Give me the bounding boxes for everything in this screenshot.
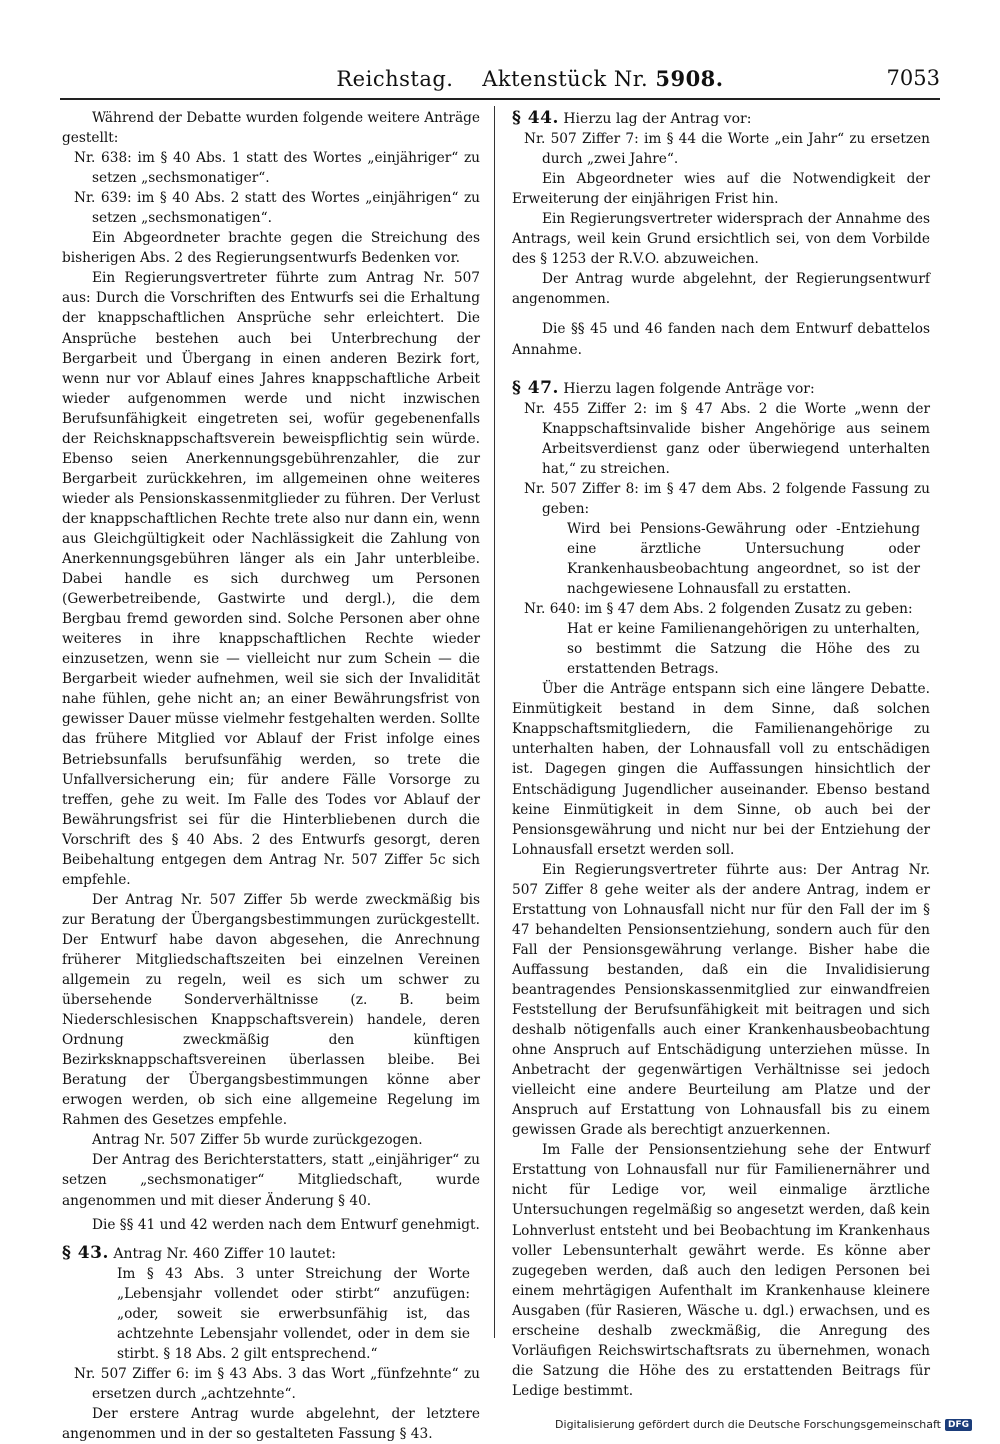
section-43-heading: § 43. — [62, 1242, 109, 1263]
page-header — [60, 62, 940, 100]
motion-640-quote: Hat er keine Familienangehörigen zu unterhalten, so bestimmt die Satzung die Höhe des zu erstattenden Betrags. — [567, 621, 920, 678]
paragraph: Ein Abgeordneter wies auf die Notwendigkeit der Erweiterung der einjährigen Frist hin. — [512, 171, 930, 208]
title-doc-ref: Aktenstück Nr. — [482, 67, 649, 91]
section-44-heading: § 44. — [512, 108, 559, 128]
footer — [555, 1418, 972, 1431]
paragraph: Der erstere Antrag wurde abgelehnt, der letztere angenommen und in der so gestalteten Fassung § 43. — [62, 1406, 480, 1443]
paragraph: Ein Regierungsvertreter führte aus: Der Antrag Nr. 507 Ziffer 8 gehe weiter als der andere Antrag, indem er Erstattung von Lohnausfall nicht nur für den Fall der im § 47 behandelten Pensionsentziehung, sondern auch für den Fall der Pensionsgewährung verlange. Bisher habe die Auffassung bestanden, daß ein die Invalidisierung beantragendes Pensionskassenmitglied zur einwandfreien Feststellung der Berufsunfähigkeit mit beitragen und sich deshalb nötigenfalls auch einer Krankenhausbeobachtung ohne Anspruch auf Entschädigung unterziehen müsse. In Anbetracht der gegenwärtigen Verhältnisse sei jedoch vielleicht eine andere Beurteilung am Platze und der Anspruch auf Erstattung von Lohnausfall bis zu einem gewissen Grade als berechtigt anzuerkennen. — [512, 861, 930, 1139]
column-divider — [494, 106, 495, 1338]
section-43 — [62, 1243, 480, 1264]
paragraph: Antrag Nr. 507 Ziffer 5b wurde zurückgezogen. — [92, 1132, 423, 1149]
paragraph: Ein Regierungsvertreter widersprach der Annahme des Antrags, weil kein Grund ersichtlich sei, von dem Vorbilde des § 1253 der R.V.O. abzuweichen. — [512, 211, 930, 268]
section-44 — [512, 108, 930, 129]
page-number: 7053 — [886, 66, 940, 90]
dfg-logo: DFG — [945, 1419, 972, 1431]
title-doc-no: 5908. — [655, 66, 724, 91]
title-reichstag: Reichstag. — [336, 67, 454, 91]
section-47-intro: Hierzu lagen folgende Anträge vor: — [563, 380, 815, 397]
paragraph: Ein Regierungsvertreter führte zum Antrag Nr. 507 aus: Durch die Vorschriften des Entwurfs sei die Erhaltung der knappschaftlichen Ansprüche sehr erleichtert. Die Ansprüche bestehen auch bei Unterbrechung der Bergarbeit und Übergang in einen anderen Bezirk fort, wenn nur vor Ablauf eines Jahres knappschaftliche Arbeit wieder aufgenommen werde und nicht inzwischen Berufsunfähigkeit eingetreten sei, wofür gegebenenfalls der Reichsknappschaftsverein beweispflichtig sein würde. Ebenso seien Anerkennungsgebührenzahler, die zur Bergarbeit zurückkehren, im allgemeinen ohne weiteres wieder als Pensionskassenmitglieder zu führen. Der Verlust der knappschaftlichen Rechte trete also nur dann ein, wenn aus Gleichgültigkeit oder Nachlässigkeit die Zahlung von Anerkennungsgebühren länger als ein Jahr unterbleibe. Dabei handle es sich durchweg um Personen (Gewerbetreibende, Gastwirte und dergl.), die dem Bergbau fremd geworden sind. Solche Personen aber ohne weiteres in ihre knappschaftlichen Rechte wieder einzusetzen, wenn sie — vielleicht nur zum Schein — die Bergarbeit wieder aufnehmen, weil sie sich der Invalidität nahe fühlen, gehe nicht an; an einer Bewährungsfrist von gewisser Dauer müsse vielmehr festgehalten werden. Sollte das frühere Mitglied vor Ablauf der Frist infolge eines Betriebsunfalls berufsunfähig werden, so trete die Unfallversicherung ein; für andere Fälle Vorsorge zu treffen, gehe zu weit. Im Falle des Todes vor Ablauf der Bewährungsfrist sei für die Hinterbliebenen durch die Vorschrift des § 40 Abs. 2 des Entwurfs gesorgt, deren Beibehaltung entgegen dem Antrag Nr. 507 Ziffer 5c sich empfehle. — [62, 270, 480, 888]
paragraph: Während der Debatte wurden folgende weitere Anträge gestellt: — [62, 110, 480, 147]
section-47-heading: § 47. — [512, 377, 559, 398]
spacer — [512, 360, 930, 370]
left-column — [62, 108, 480, 1444]
paragraph-sections-41-42: Die §§ 41 und 42 werden nach dem Entwurf genehmigt. — [92, 1216, 480, 1233]
paragraph: Der Antrag des Berichterstatters, statt „einjähriger“ zu setzen „sechsmonatiger“ Mitgliedschaft, wurde angenommen und mit dieser Änderung § 40. — [62, 1152, 480, 1209]
motion-507-6: Nr. 507 Ziffer 6: im § 43 Abs. 3 das Wort „fünfzehnte“ zu ersetzen durch „achtzehnte“. — [74, 1365, 480, 1402]
motion-638: Nr. 638: im § 40 Abs. 1 statt des Wortes „einjähriger“ zu setzen „sechsmonatiger“. — [74, 150, 480, 187]
motion-507-8-quote: Wird bei Pensions-Gewährung oder -Entziehung eine ärztliche Untersuchung oder Krankenhausbeobachtung angeordnet, so ist der nachgewiesene Lohnausfall zu erstatten. — [567, 520, 920, 598]
paragraph: Ein Abgeordneter brachte gegen die Streichung des bisherigen Abs. 2 des Regierungsentwurfs Bedenken vor. — [62, 230, 480, 267]
motion-639: Nr. 639: im § 40 Abs. 2 statt des Wortes „einjährigen“ zu setzen „sechsmonatigen“. — [74, 190, 480, 227]
motion-507-8: Nr. 507 Ziffer 8: im § 47 dem Abs. 2 folgende Fassung zu geben: — [524, 480, 930, 517]
paragraph: Der Antrag wurde abgelehnt, der Regierungsentwurf angenommen. — [512, 271, 930, 308]
right-column — [512, 108, 930, 1401]
paragraph: Der Antrag Nr. 507 Ziffer 5b werde zweckmäßig bis zur Beratung der Übergangsbestimmungen zurückgestellt. Der Entwurf habe davon abgesehen, die Anrechnung früherer Mitgliedschaftszeiten bei einzelnen Vereinen allgemein zu regeln, weil es sich um schwer zu übersehende Sonderverhältnisse (z. B. beim Niederschlesischen Knappschaftsverein) handele, deren Ordnung zweckmäßig den künftigen Bezirksknappschaftsvereinen überlassen bleibe. Bei Beratung der Übergangsbestimmungen könne aber erwogen werden, ob sich eine allgemeine Regelung im Rahmen des Gesetzes empfehle. — [62, 891, 480, 1129]
footer-text: Digitalisierung gefördert durch die Deutsche Forschungsgemeinschaft — [555, 1418, 941, 1431]
spacer — [512, 309, 930, 319]
paragraph: Über die Anträge entspann sich eine längere Debatte. Einmütigkeit bestand in dem Sinne, daß solchen Knappschaftsmitgliedern, die Familienangehörige zu unterhalten haben, der Lohnausfall voll zu entschädigen ist. Dagegen gingen die Auffassungen hinsichtlich der Entschädigung Jugendlicher auseinander. Ebenso bestand keine Einmütigkeit in dem Sinne, ob auch bei der Pensionsgewährung und nicht nur bei der Entziehung der Lohnausfall ersetzt werden soll. — [512, 681, 930, 858]
section-43-quote: Im § 43 Abs. 3 unter Streichung der Worte „Lebensjahr vollendet oder stirbt“ anzufügen: „oder, soweit sie erwerbsunfähig ist, das achtzehnte Lebensjahr vollendet, oder in dem sie stirbt. § 18 Abs. 2 gilt entsprechend.“ — [117, 1265, 470, 1362]
motion-455-2: Nr. 455 Ziffer 2: im § 47 Abs. 2 die Worte „wenn der Knappschaftsinvalide bisher Angehörige aus seinem Arbeitsverdienst ganz oder überwiegend unterhalten hat,“ zu streichen. — [524, 400, 930, 477]
section-43-intro: Antrag Nr. 460 Ziffer 10 lautet: — [113, 1245, 336, 1262]
paragraph: Im Falle der Pensionsentziehung sehe der Entwurf Erstattung von Lohnausfall nur für Familienernährer und nicht für Ledige vor, weil einmalige ärztliche Untersuchungen regelmäßig so angesetzt werden, daß kein Lohnverlust entsteht und bei Beobachtung im Krankenhaus voller Lebensunterhalt gewährt werde. Es könne aber zugegeben werden, daß auch den ledigen Personen bei einem mehrtägigen Aufenthalt im Krankenhause kleinere Ausgaben (für Rasieren, Wäsche u. dgl.) erwachsen, und es erscheine deshalb zweckmäßig, die Anregung des Vorläufigen Reichswirtschaftsrats zu übernehmen, wonach die Satzung die Höhe des zu erstattenden Beitrags für Ledige bestimmt. — [512, 1142, 930, 1399]
section-47 — [512, 378, 930, 399]
motion-640: Nr. 640: im § 47 dem Abs. 2 folgenden Zusatz zu geben: — [524, 601, 913, 618]
motion-507-7: Nr. 507 Ziffer 7: im § 44 die Worte „ein Jahr“ zu ersetzen durch „zwei Jahre“. — [524, 131, 930, 168]
section-44-intro: Hierzu lag der Antrag vor: — [563, 111, 752, 127]
running-title — [60, 66, 940, 91]
paragraph-sections-45-46: Die §§ 45 und 46 fanden nach dem Entwurf debattelos Annahme. — [512, 321, 930, 358]
